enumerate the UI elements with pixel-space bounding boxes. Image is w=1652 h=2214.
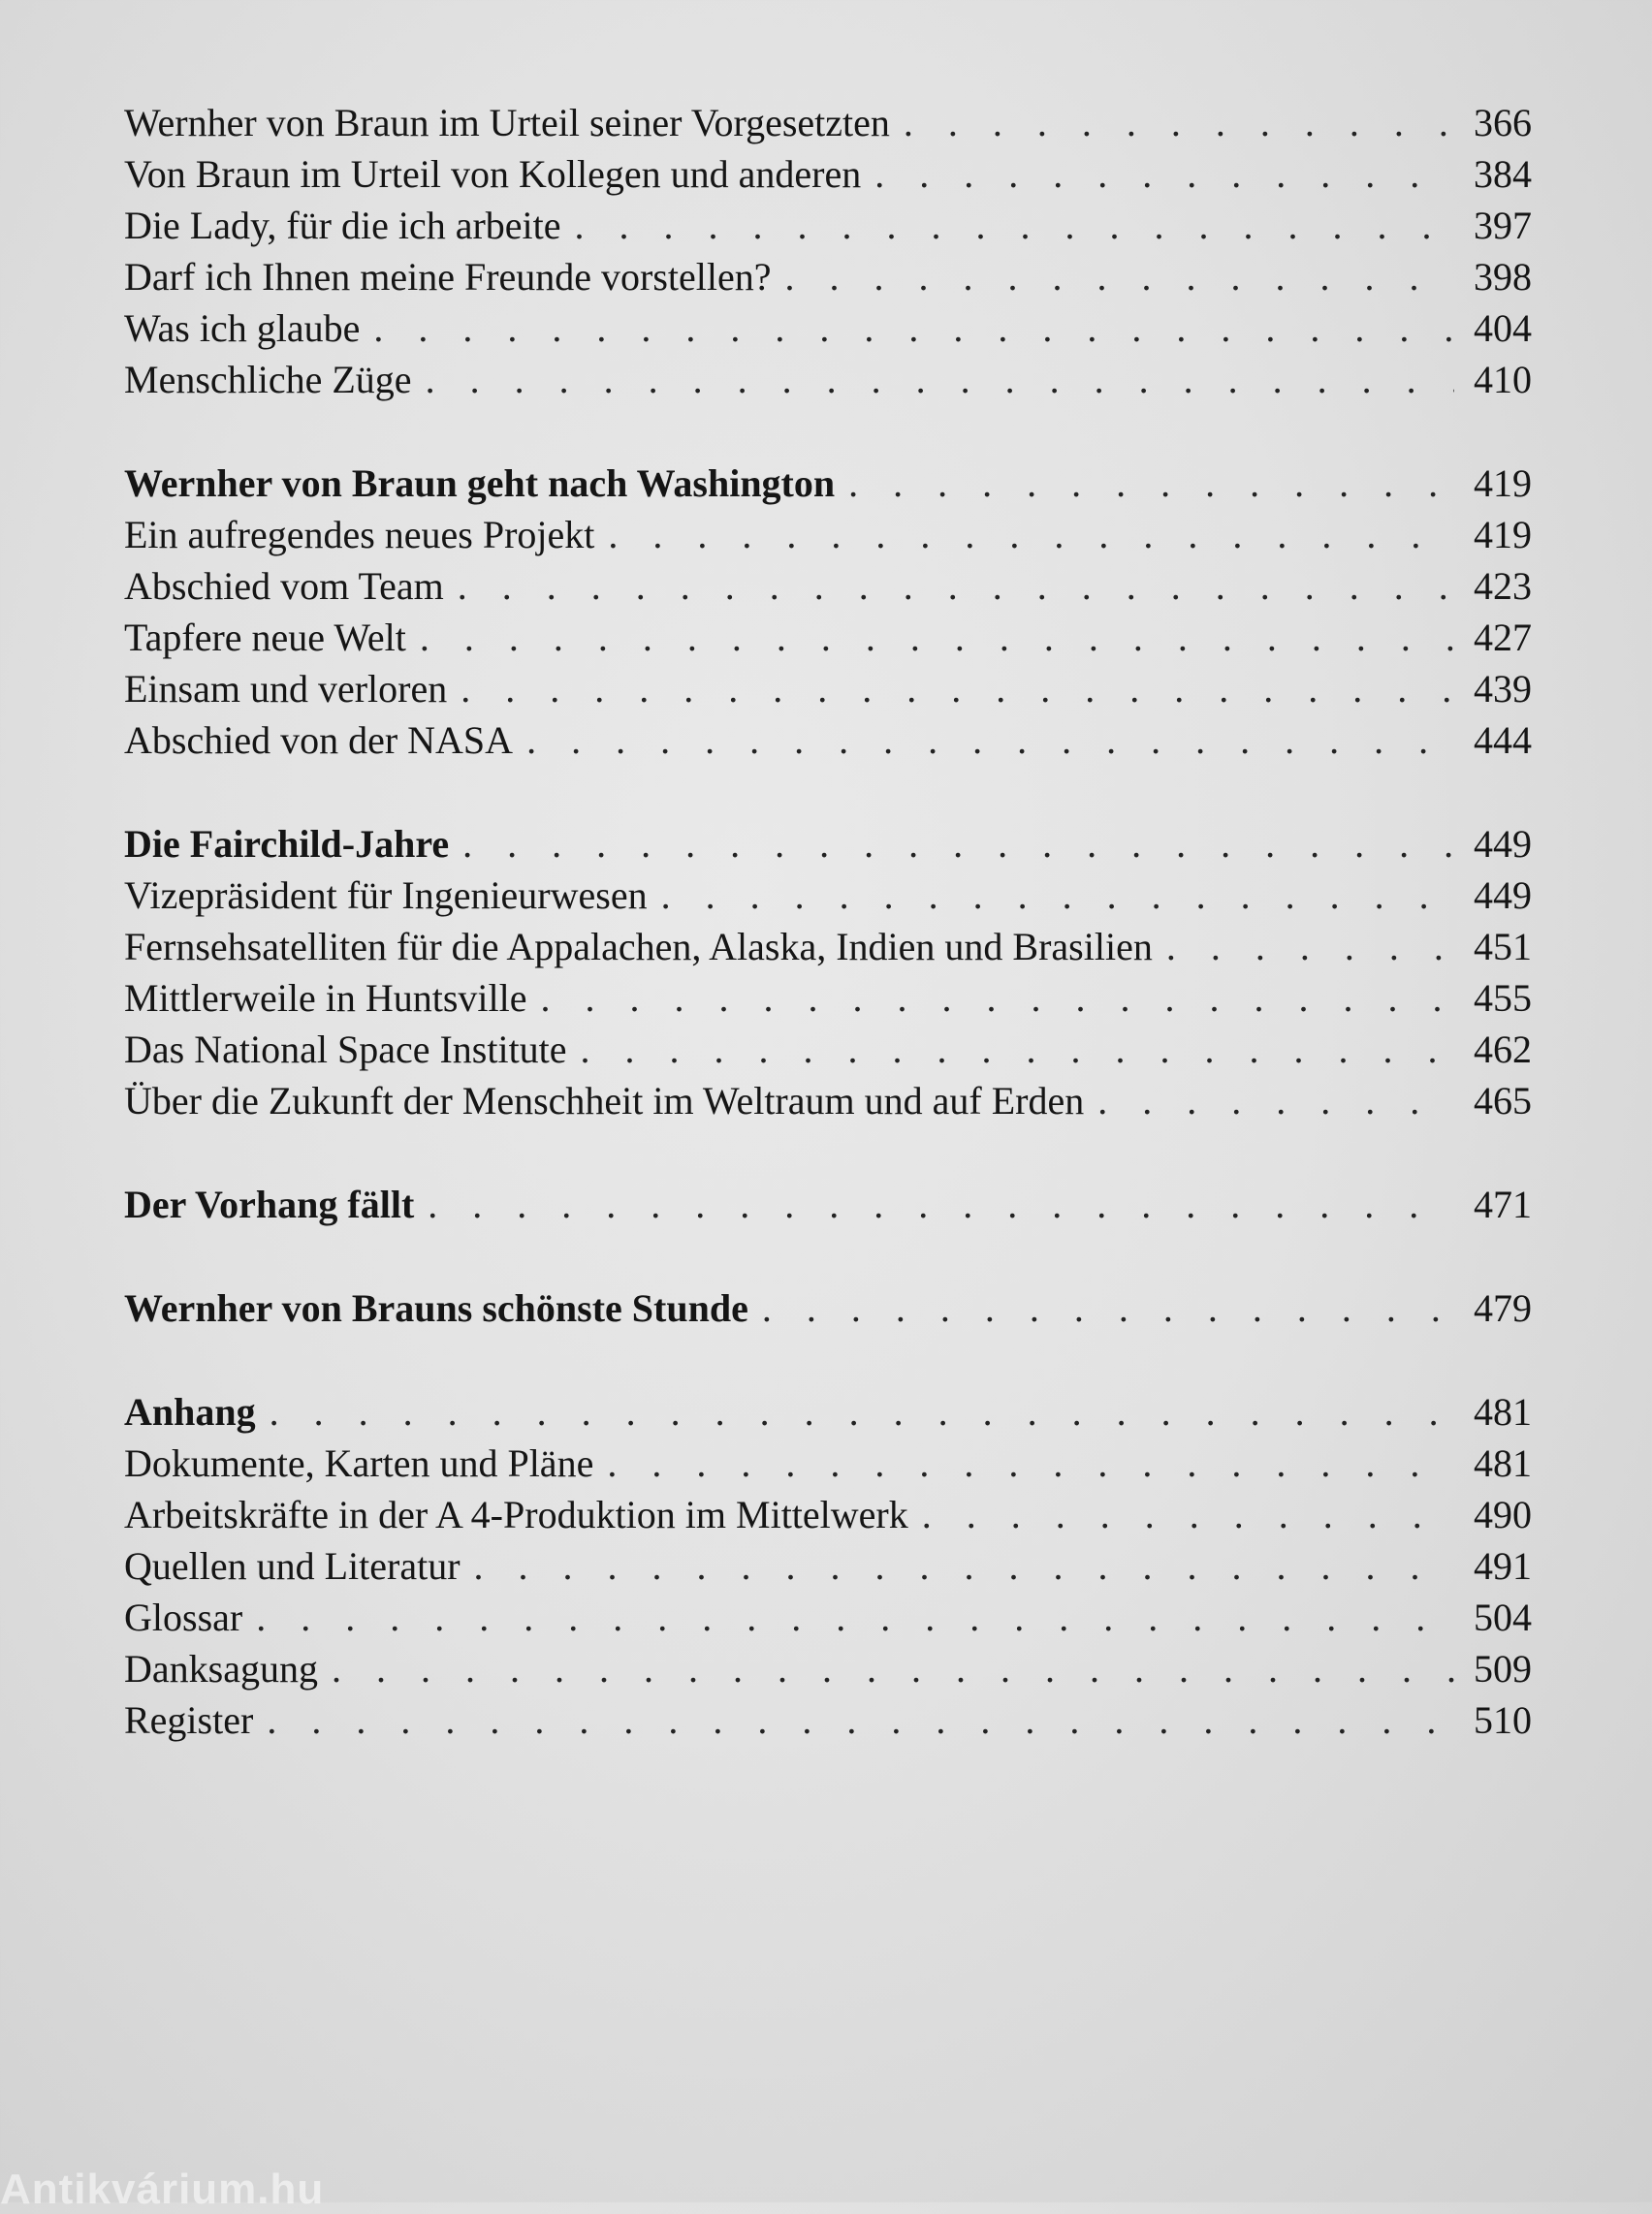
toc-entry-title: Darf ich Ihnen meine Freunde vorstellen? [124, 255, 772, 299]
toc-entry-page: 491 [1474, 1544, 1532, 1588]
toc-entry-page: 427 [1474, 616, 1532, 659]
dot-leader [461, 663, 1454, 714]
toc-entry-title: Ein aufregendes neues Projekt [124, 513, 595, 556]
toc-entry-page: 397 [1474, 204, 1532, 247]
toc-entry-title: Wernher von Braun im Urteil seiner Vorgesetzten [124, 101, 890, 144]
toc-entry-title: Die Lady, für die ich arbeite [124, 204, 561, 247]
dot-leader [458, 560, 1454, 612]
toc-entry [124, 251, 1532, 302]
toc-entry-page: 439 [1474, 667, 1532, 711]
dot-leader [541, 972, 1455, 1024]
toc-section [124, 1386, 1532, 1746]
toc-chapter-heading [124, 1282, 1532, 1334]
toc-section [124, 1179, 1532, 1230]
toc-entry-title: Mittlerweile in Huntsville [124, 976, 527, 1020]
dot-leader [426, 354, 1454, 405]
toc-entry [124, 612, 1532, 663]
toc-chapter-heading [124, 1179, 1532, 1230]
toc-chapter-title: Der Vorhang fällt [124, 1183, 415, 1226]
toc-entry [124, 921, 1532, 972]
toc-entry-page: 449 [1474, 873, 1532, 917]
toc-entry [124, 354, 1532, 405]
table-of-contents [124, 97, 1532, 1798]
toc-entry-page: 423 [1474, 564, 1532, 608]
toc-entry-page: 465 [1474, 1079, 1532, 1123]
toc-entry-title: Register [124, 1698, 254, 1742]
dot-leader [607, 1438, 1454, 1489]
toc-entry-title: Vizepräsident für Ingenieurwesen [124, 873, 648, 917]
toc-chapter-title: Die Fairchild-Jahre [124, 822, 450, 866]
dot-leader [575, 200, 1454, 251]
toc-entry-title: Quellen und Literatur [124, 1544, 461, 1588]
toc-entry-page: 398 [1474, 255, 1532, 299]
dot-leader [785, 251, 1454, 302]
dot-leader [1097, 1075, 1454, 1126]
toc-entry-page: 384 [1474, 152, 1532, 196]
toc-entry [124, 1592, 1532, 1643]
toc-entry-page: 490 [1474, 1493, 1532, 1536]
dot-leader [474, 1540, 1454, 1592]
toc-entry [124, 1643, 1532, 1694]
dot-leader [420, 612, 1454, 663]
dot-leader [608, 509, 1454, 560]
dot-leader [874, 148, 1454, 200]
toc-entry [124, 1540, 1532, 1592]
toc-entry [124, 1024, 1532, 1075]
toc-entry [124, 714, 1532, 766]
toc-chapter-title: Wernher von Brauns schönste Stunde [124, 1286, 748, 1330]
toc-entry-title: Fernsehsatelliten für die Appalachen, Alaska, Indien und Brasilien [124, 925, 1153, 968]
toc-entry [124, 870, 1532, 921]
dot-leader [256, 1592, 1454, 1643]
toc-entry-page: 479 [1474, 1286, 1532, 1330]
dot-leader [270, 1386, 1454, 1438]
toc-entry-page: 451 [1474, 925, 1532, 968]
toc-entry [124, 509, 1532, 560]
toc-entry [124, 1489, 1532, 1540]
toc-entry [124, 1438, 1532, 1489]
watermark: Antikvárium.hu [0, 2166, 325, 2213]
toc-entry-page: 481 [1474, 1390, 1532, 1434]
toc-entry [124, 972, 1532, 1024]
dot-leader [428, 1179, 1454, 1230]
dot-leader [581, 1024, 1454, 1075]
toc-entry-page: 471 [1474, 1183, 1532, 1226]
toc-entry-title: Danksagung [124, 1647, 318, 1691]
toc-chapter-title: Anhang [124, 1390, 256, 1434]
toc-entry-title: Über die Zukunft der Menschheit im Weltraum und auf Erden [124, 1079, 1085, 1123]
toc-entry-title: Abschied von der NASA [124, 718, 514, 762]
dot-leader [267, 1694, 1454, 1746]
toc-entry [124, 97, 1532, 148]
dot-leader [1166, 921, 1454, 972]
toc-entry [124, 1075, 1532, 1126]
toc-entry-page: 404 [1474, 306, 1532, 350]
toc-entry-page: 419 [1474, 513, 1532, 556]
toc-entry-page: 455 [1474, 976, 1532, 1020]
dot-leader [922, 1489, 1454, 1540]
toc-entry-title: Arbeitskräfte in der A 4-Produktion im Mittelwerk [124, 1493, 908, 1536]
toc-entry-title: Abschied vom Team [124, 564, 444, 608]
toc-entry-page: 509 [1474, 1647, 1532, 1691]
toc-section [124, 97, 1532, 405]
toc-entry [124, 560, 1532, 612]
toc-entry [124, 302, 1532, 354]
toc-entry-page: 462 [1474, 1028, 1532, 1071]
toc-entry-page: 481 [1474, 1441, 1532, 1485]
toc-entry-title: Das National Space Institute [124, 1028, 567, 1071]
toc-entry [124, 1694, 1532, 1746]
toc-section [124, 458, 1532, 766]
dot-leader [462, 818, 1454, 870]
toc-entry-title: Von Braun im Urteil von Kollegen und anderen [124, 152, 862, 196]
toc-entry [124, 663, 1532, 714]
toc-entry-title: Einsam und verloren [124, 667, 448, 711]
toc-entry-title: Menschliche Züge [124, 358, 412, 401]
dot-leader [526, 714, 1454, 766]
toc-entry-title: Tapfere neue Welt [124, 616, 406, 659]
toc-entry-page: 504 [1474, 1596, 1532, 1639]
toc-entry-page: 510 [1474, 1698, 1532, 1742]
toc-entry-page: 444 [1474, 718, 1532, 762]
toc-entry-page: 366 [1474, 101, 1532, 144]
toc-chapter-heading [124, 458, 1532, 509]
toc-entry [124, 148, 1532, 200]
toc-chapter-title: Wernher von Braun geht nach Washington [124, 461, 836, 505]
toc-entry-title: Dokumente, Karten und Pläne [124, 1441, 594, 1485]
toc-entry-page: 419 [1474, 461, 1532, 505]
toc-entry-title: Was ich glaube [124, 306, 361, 350]
toc-chapter-heading [124, 1386, 1532, 1438]
dot-leader [373, 302, 1454, 354]
dot-leader [848, 458, 1454, 509]
dot-leader [661, 870, 1454, 921]
dot-leader [332, 1643, 1454, 1694]
toc-entry-page: 449 [1474, 822, 1532, 866]
toc-chapter-heading [124, 818, 1532, 870]
dot-leader [762, 1282, 1454, 1334]
toc-section [124, 818, 1532, 1126]
toc-section [124, 1282, 1532, 1334]
toc-entry [124, 200, 1532, 251]
toc-entry-title: Glossar [124, 1596, 243, 1639]
toc-entry-page: 410 [1474, 358, 1532, 401]
dot-leader [904, 97, 1454, 148]
